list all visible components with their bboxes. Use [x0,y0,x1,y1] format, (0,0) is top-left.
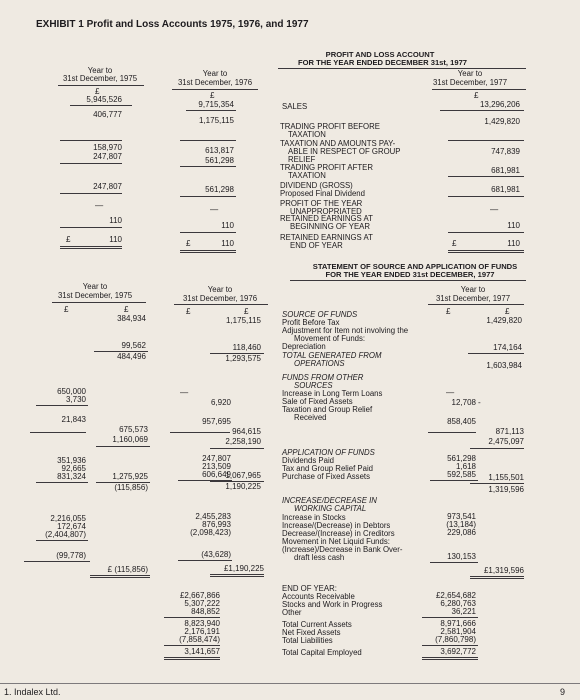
div-1975: 247,807 [93,182,122,191]
sa-col1977-line2: 31st December, 1977 [435,294,511,303]
dbt-label: Increase/(Decrease) in Debtors [282,521,391,530]
app-1976: 1,067,965 [225,471,261,480]
tgo-1976: 1,293,575 [225,354,261,363]
currency-1977: £ [474,91,479,100]
dp-1976: 247,807 [202,454,231,463]
sa-cur-76b: £ [244,307,249,316]
otr-1977: 871,113 [495,427,524,436]
tax-1975-a: 158,970 [93,143,122,152]
pfa-1976: 606,649 [202,470,231,479]
dep-1976: 118,460 [232,343,261,352]
ltl-1975: 650,000 [57,387,86,396]
tgp-label: Tax and Group Relief Paid [282,464,374,473]
tgp-1977: 1,618 [455,462,476,471]
tax-1975-b: 247,807 [93,152,122,161]
ar-1977: £2,654,682 [435,591,476,600]
otr-1976: 964,615 [232,427,261,436]
rete-1977: 110 [507,239,520,248]
sales-1977: 13,296,206 [479,100,520,109]
tgr-1975: 21,843 [61,415,86,424]
sa-cur-77a: £ [446,307,451,316]
tce-label: Total Capital Employed [282,648,362,657]
fos-label: FUNDS FROM OTHER SOURCES [282,373,364,390]
tgp-1976: 213,509 [202,462,231,471]
nfa-1977: 2,581,904 [440,627,476,636]
tgo-label: TOTAL GENERATED FROM OPERATIONS [282,351,382,368]
bank-1976: (43,628) [201,550,231,559]
oth-1977: 36,221 [451,607,476,616]
bank-label: (Increase)/Decrease in Bank Over- draft less cash [282,545,403,562]
rete-1976-currency: £ [186,239,191,248]
div-1976: 561,298 [205,185,234,194]
unapp-1975: — [95,201,104,210]
dbt-1977: (13,184) [446,520,476,529]
ltl-label: Increase in Long Term Loans [282,389,383,398]
dep-1975: 99,562 [121,341,146,350]
aof-label: APPLICATION OF FUNDS [282,448,375,457]
swp-1977: 6,280,763 [440,599,476,608]
tpbt-1976: 1,175,115 [199,116,234,125]
tce-1977: 3,692,772 [440,647,476,656]
pfa-1977: 592,585 [447,470,476,479]
exhibit-title: EXHIBIT 1 Profit and Loss Accounts 1975, 1976, and 1977 [36,19,309,30]
tl-label: Total Liabilities [282,636,333,645]
crd-1977: 229,086 [447,528,476,537]
netwc-1977: £1,319,596 [483,566,524,575]
stk-label: Increase in Stocks [282,513,346,522]
app-1975: 1,275,925 [112,472,148,481]
idwc-label: INCREASE/DECREASE IN WORKING CAPITAL [282,496,377,513]
sa-cur-75b: £ [124,305,129,314]
swp-label: Stocks and Work in Progress [282,600,383,609]
sfa-1977: 12,708 [451,398,476,407]
sales-label: SALES [282,102,308,111]
div-1977: 681,981 [491,185,520,194]
dp-1975: 351,936 [57,456,86,465]
nfa-label: Net Fixed Assets [282,628,341,637]
currency-1975: £ [95,87,100,96]
adj-label: Adjustment for Item not involving the Movement of Funds: [282,326,409,343]
tl-1977: (7,860,798) [435,635,476,644]
sfa-1977-mark: - [478,398,481,407]
div-label: DIVIDEND (GROSS) Proposed Final Dividend [280,181,365,198]
bank-1975: (99,778) [56,551,86,560]
ltl-1976: — [180,388,189,397]
tpat-1976: 561,298 [205,156,234,165]
net-1976: 1,190,225 [225,482,261,491]
rete-label: RETAINED EARNINGS AT END OF YEAR [280,233,373,250]
sales-1976: 9,715,354 [198,100,234,109]
tpat-1977: 681,981 [491,166,520,175]
sa-col1976-line2: 31st December, 1976 [182,294,258,303]
rete-1975: 110 [109,235,122,244]
stk-1977: 973,541 [447,512,476,521]
crd-label: Decrease/(Increase) in Creditors [282,529,395,538]
tca-1977: 8,971,666 [440,619,476,628]
ey-label: END OF YEAR: [282,584,337,593]
pl-col1977-line1: Year to [457,69,483,78]
tpbt-1977: 1,429,820 [484,117,520,126]
sa-heading-2: FOR THE YEAR ENDED 31st DECEMBER, 1977 [325,270,495,279]
retb-1976: 110 [221,221,234,230]
rete-1976: 110 [221,239,234,248]
otr-1975: 675,573 [119,425,148,434]
net-1975: (115,856) [114,483,148,492]
tl-1976: (7,858,474) [179,635,220,644]
retb-label: RETAINED EARNINGS AT BEGINNING OF YEAR [280,214,373,231]
pl-col1975-line2: 31st December, 1975 [62,74,138,83]
swp-1976: 5,307,222 [184,599,220,608]
tgr-label: Taxation and Group Relief Received [282,405,373,422]
pl-col1976-line2: 31st December, 1976 [177,78,253,87]
pbt-1977: 1,429,820 [486,316,522,325]
tax-1976: 613,817 [205,146,234,155]
tgo-1975: 484,496 [117,352,146,361]
sof-label: SOURCE OF FUNDS [282,310,358,319]
stk-1976: 2,455,283 [195,512,231,521]
unapp-1977: — [490,205,499,214]
retb-1977: 110 [507,221,520,230]
sa-col1977-line1: Year to [460,285,486,294]
sales-1975: 5,945,526 [86,95,122,104]
pbt-label: Profit Before Tax [282,318,340,327]
tot-1976: 2,258,190 [225,437,261,446]
pbt-1976: 1,175,115 [226,316,261,325]
net-1977: 1,319,596 [488,485,524,494]
crd-1976: (2,098,423) [190,528,231,537]
sa-cur-76a: £ [186,307,191,316]
tgr-1976: 957,695 [202,417,231,426]
ar-1976: £2,667,866 [179,591,220,600]
tca-label: Total Current Assets [282,620,352,629]
oth-label: Other [282,608,302,617]
tpbt-label: TRADING PROFIT BEFORE TAXATION [280,122,380,139]
unapp-1976: — [210,205,219,214]
pfa-label: Purchase of Fixed Assets [282,472,370,481]
sfa-label: Sale of Fixed Assets [282,397,353,406]
pl-col1977-line2: 31st December, 1977 [432,78,508,87]
pl-col1976-line1: Year to [202,69,228,78]
footer-note: 1. Indalex Ltd. [4,687,61,697]
tot-1975: 1,160,069 [112,435,148,444]
mlf-label: Movement in Net Liquid Funds: [282,537,390,546]
crd-1975: (2,404,807) [45,530,86,539]
dep-1977: 174,164 [493,343,522,352]
rete-1975-currency: £ [66,235,71,244]
tgp-1975: 92,665 [61,464,86,473]
sa-col1975-line2: 31st December, 1975 [57,291,133,300]
netwc-1976: £1,190,225 [223,564,264,573]
tgr-1977: 858,405 [447,417,476,426]
dp-1977: 561,298 [447,454,476,463]
bank-1977: 130,153 [447,552,476,561]
sa-cur-77b: £ [505,307,510,316]
tot-1977: 2,475,097 [488,437,524,446]
netwc-1975: £ (115,856) [107,565,148,574]
tca-1976: 8,823,940 [184,619,220,628]
tpat-label: TRADING PROFIT AFTER TAXATION [280,163,373,180]
stk-1975: 2,216,055 [50,514,86,523]
nfa-1976: 2,176,191 [184,627,220,636]
page-number: 9 [560,687,566,697]
rete-1977-currency: £ [452,239,457,248]
pl-col1975-line1: Year to [87,66,113,75]
currency-1976: £ [210,91,215,100]
dp-label: Dividends Paid [282,456,335,465]
pl-heading-2: FOR THE YEAR ENDED DECEMBER 31st, 1977 [297,58,468,67]
dbt-1975: 172,674 [57,522,86,531]
ar-label: Accounts Receivable [282,592,355,601]
sa-col1976-line1: Year to [207,285,233,294]
pfa-1975: 831,324 [57,472,86,481]
tpbt-1975: 406,777 [93,110,122,119]
app-1977: 1,155,501 [488,473,524,482]
dbt-1976: 876,993 [202,520,231,529]
tax-1977: 747,839 [491,147,520,156]
tce-1976: 3,141,657 [184,647,220,656]
sa-cur-75a: £ [64,305,69,314]
tgo-1977: 1,603,984 [486,361,522,370]
sfa-1975: 3,730 [65,395,86,404]
pl-heading-1: PROFIT AND LOSS ACCOUNT [325,50,435,59]
sfa-1976: 6,920 [210,398,231,407]
sa-heading-1: STATEMENT OF SOURCE AND APPLICATION OF FUNDS [312,262,518,271]
ltl-1977: — [446,388,455,397]
oth-1976: 848,852 [191,607,220,616]
sa-col1975-line1: Year to [82,282,108,291]
dep-label: Depreciation [282,342,326,351]
retb-1975: 110 [109,216,122,225]
tax-label: TAXATION AND AMOUNTS PAY- ABLE IN RESPECT OF GROUP RELIEF [280,139,401,164]
pbt-1975: 384,934 [117,314,146,323]
unapp-label: PROFIT OF THE YEAR UNAPPROPRIATED [280,199,363,216]
